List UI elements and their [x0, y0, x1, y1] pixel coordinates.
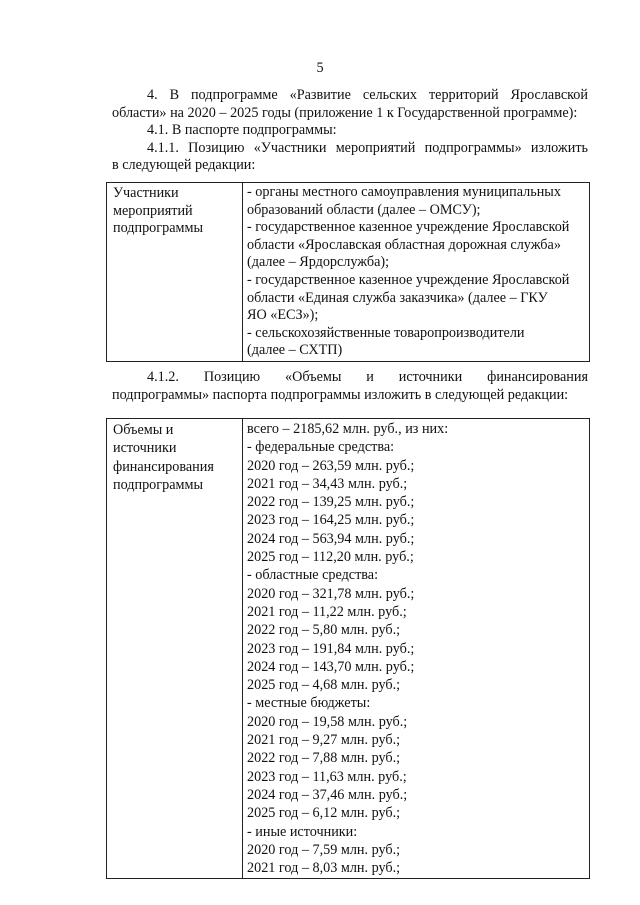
value-line: 2021 год – 9,27 млн. руб.; [247, 732, 401, 749]
value-line: 2024 год – 563,94 млн. руб.; [247, 530, 415, 547]
label-line: подпрограммы [113, 476, 203, 493]
value-line: 2023 год – 164,25 млн. руб.; [247, 512, 415, 529]
label-line: финансирования [113, 458, 214, 475]
value-line: 2020 год – 7,59 млн. руб.; [247, 841, 401, 858]
value-line: 2024 год – 37,46 млн. руб.; [247, 786, 408, 803]
value-line: 2025 год – 4,68 млн. руб.; [247, 677, 401, 694]
value-line: - сельскохозяйственные товаропроизводители [247, 324, 525, 341]
value-line: 2024 год – 143,70 млн. руб.; [247, 658, 415, 675]
value-line: - иные источники: [247, 823, 358, 840]
value-line: - государственное казенное учреждение Ярославской [247, 271, 570, 288]
paragraph-4-line-2: области» на 2020 – 2025 годы (приложение 1 к Государственной программе): [112, 104, 578, 121]
value-line: 2020 год – 263,59 млн. руб.; [247, 457, 415, 474]
paragraph-4-1-1-line-2: в следующей редакции: [112, 157, 256, 174]
value-line: 2021 год – 34,43 млн. руб.; [247, 475, 408, 492]
value-line: области «Ярославская областная дорожная служба» [247, 236, 561, 253]
financing-table [106, 418, 590, 879]
paragraph-4-1: 4.1. В паспорте подпрограммы: [147, 122, 337, 139]
label-line: Объемы и [113, 422, 174, 438]
value-line: - областные средства: [247, 567, 379, 584]
value-line: - федеральные средства: [247, 439, 395, 456]
label-line: мероприятий [113, 202, 193, 219]
value-line: 2023 год – 191,84 млн. руб.; [247, 640, 415, 657]
value-line: 2025 год – 6,12 млн. руб.; [247, 805, 401, 822]
value-line: - местные бюджеты: [247, 695, 371, 712]
table-row [107, 183, 590, 362]
paragraph-4-1-2-line-2: подпрограммы» паспорта подпрограммы изложить в следующей редакции: [112, 386, 569, 403]
value-line: 2022 год – 7,88 млн. руб.; [247, 750, 401, 767]
paragraph-4-1-2-line-1: 4.1.2. Позицию «Объемы и источники финансирования [147, 369, 588, 385]
financing-label-cell [107, 419, 243, 879]
table-row [107, 419, 590, 879]
value-line: всего – 2185,62 млн. руб., из них: [247, 421, 449, 437]
value-line: 2021 год – 8,03 млн. руб.; [247, 860, 401, 877]
value-line: 2023 год – 11,63 млн. руб.; [247, 768, 407, 785]
page-number: 5 [316, 60, 324, 76]
value-line: - государственное казенное учреждение Ярославской [247, 219, 570, 236]
value-line: 2025 год – 112,20 млн. руб.; [247, 549, 414, 566]
value-line: 2020 год – 321,78 млн. руб.; [247, 585, 415, 602]
value-line: 2022 год – 139,25 млн. руб.; [247, 494, 415, 511]
paragraph-4 [112, 87, 588, 175]
label-line: Участники [113, 185, 179, 201]
label-line: источники [113, 440, 177, 457]
participants-table [106, 182, 590, 362]
value-line: образований области (далее – ОМСУ); [247, 201, 481, 218]
value-line: 2022 год – 5,80 млн. руб.; [247, 622, 401, 639]
value-line: (далее – Ярдорслужба); [247, 254, 390, 271]
value-line: - органы местного самоуправления муниципальных [247, 184, 561, 200]
paragraph-4-line-1: 4. В подпрограмме «Развитие сельских территорий Ярославской [147, 87, 588, 103]
participants-value-cell [243, 183, 590, 362]
value-line: ЯО «ЕСЗ»); [247, 307, 319, 324]
paragraph-4-1-2 [112, 369, 588, 404]
participants-label-cell [107, 183, 243, 362]
value-line: области «Единая служба заказчика» (далее – ГКУ [247, 289, 548, 306]
paragraph-4-1-1-line-1: 4.1.1. Позицию «Участники мероприятий подпрограммы» изложить [147, 139, 588, 156]
value-line: 2020 год – 19,58 млн. руб.; [247, 713, 408, 730]
financing-value-cell [243, 419, 590, 879]
value-line: 2021 год – 11,22 млн. руб.; [247, 603, 407, 620]
label-line: подпрограммы [113, 220, 203, 237]
value-line: (далее – СХТП) [247, 342, 343, 359]
